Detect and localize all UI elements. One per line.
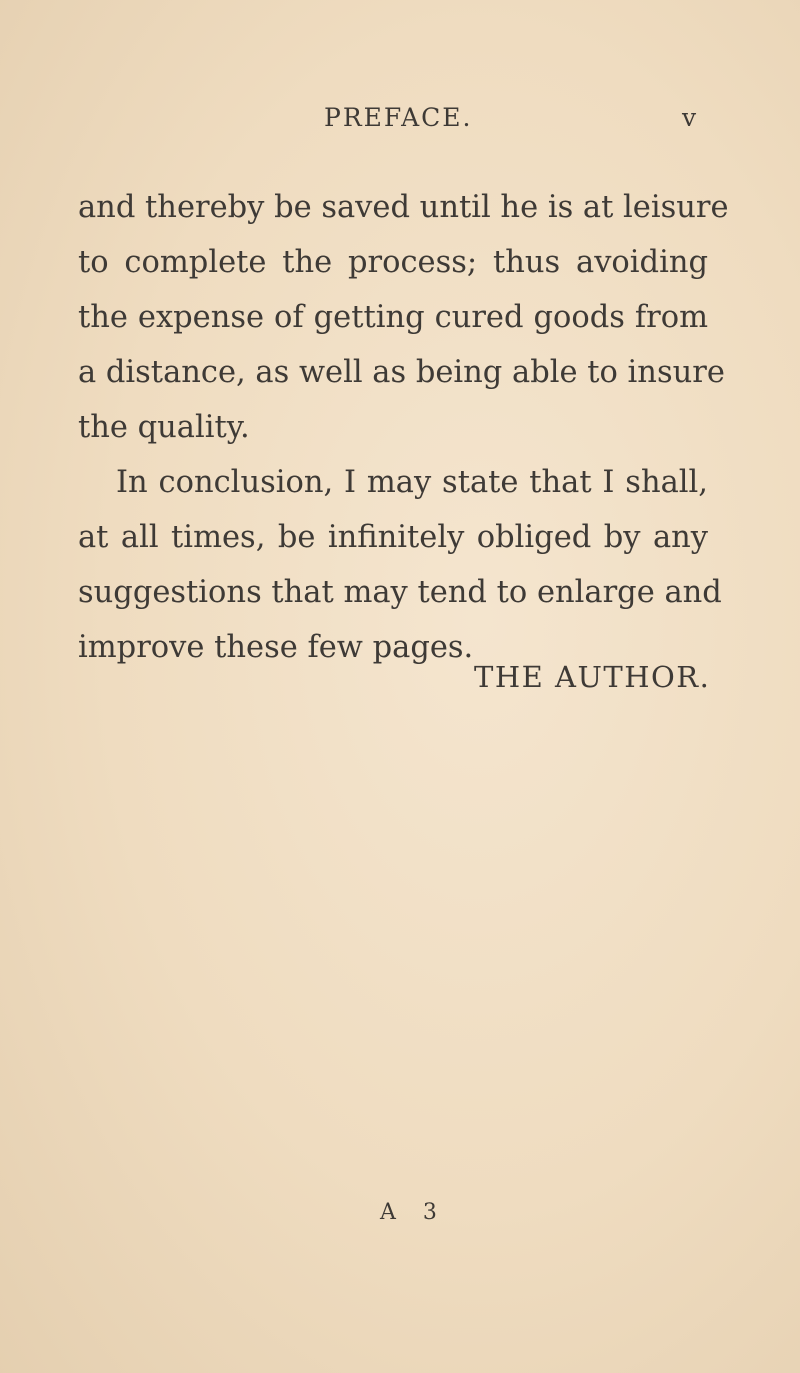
- page-header: [0, 103, 800, 143]
- printer-signature-mark: A 3: [380, 1200, 447, 1225]
- text-line: the quality.: [78, 410, 250, 445]
- text-line: at all times, be infinitely obliged by any: [78, 520, 708, 555]
- running-head: PREFACE.: [324, 103, 473, 132]
- text-line: a distance, as well as being able to insure: [78, 355, 725, 390]
- text-line: improve these few pages.: [78, 630, 474, 665]
- text-line: In conclusion, I may state that I shall,: [116, 465, 708, 500]
- body-text: [78, 180, 729, 675]
- text-line: suggestions that may tend to enlarge and: [78, 575, 722, 610]
- text-line: to complete the process; thus avoiding: [78, 245, 708, 280]
- author-signature: THE AUTHOR.: [474, 660, 711, 694]
- page-number: v: [682, 103, 697, 132]
- text-line: and thereby be saved until he is at leisure: [78, 190, 729, 225]
- text-line: the expense of getting cured goods from: [78, 300, 708, 335]
